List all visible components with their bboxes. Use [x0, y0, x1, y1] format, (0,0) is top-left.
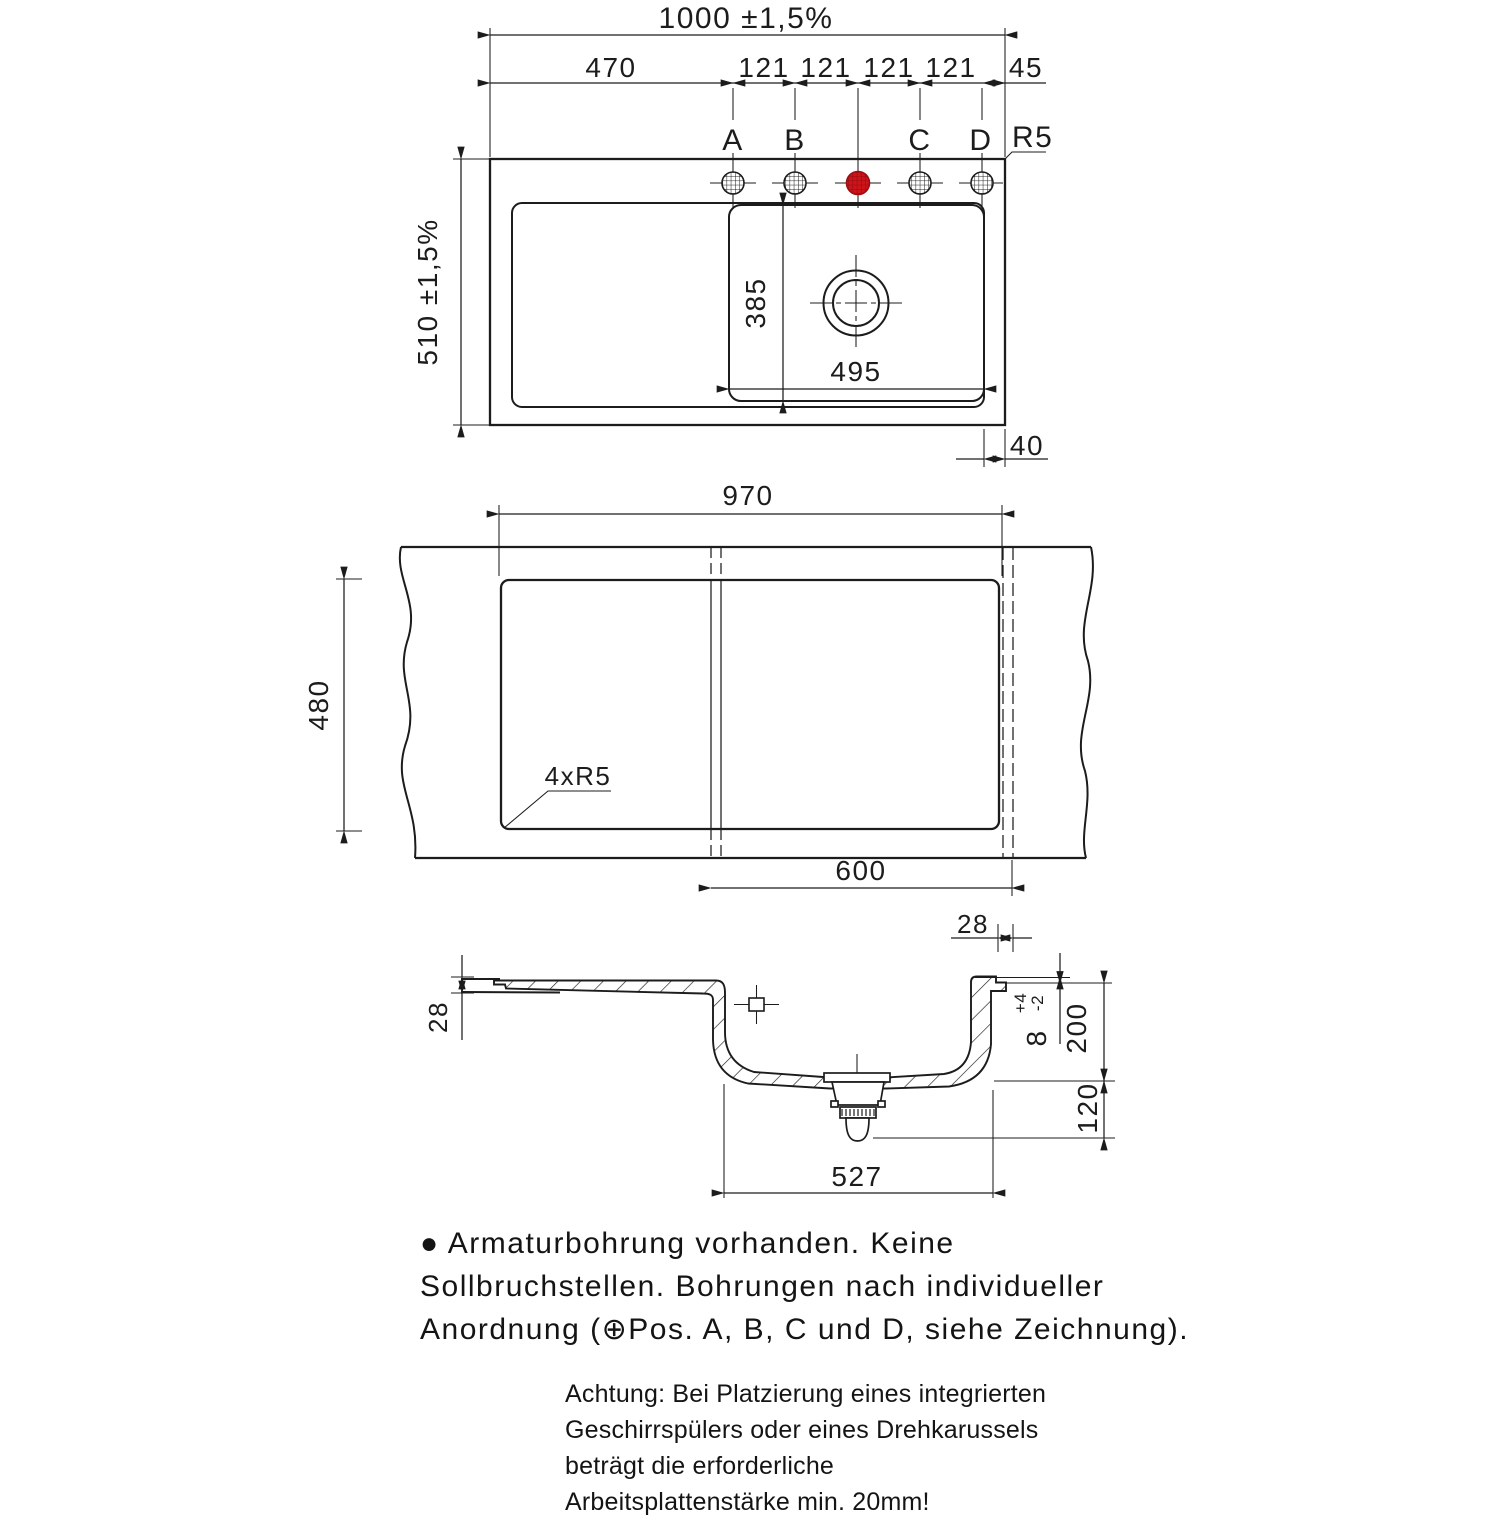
drain-flange	[824, 1073, 890, 1082]
faucet-hole-selected	[835, 160, 881, 208]
dim-text-121: 121	[863, 52, 915, 83]
faucet-hole-b	[772, 160, 818, 208]
dim-text-bowl-outer-width: 527	[831, 1161, 883, 1192]
dim-text-cutout-width: 970	[722, 480, 774, 511]
dim-text-overall-depth: 510 ±1,5%	[412, 218, 443, 366]
dim-text-drainer-depth: 28	[423, 1001, 453, 1033]
drain-assembly	[824, 1054, 890, 1141]
note-line: Anordnung (⊕Pos. A, B, C und D, siehe Zeichnung).	[420, 1313, 1190, 1346]
note-line: Sollbruchstellen. Bohrungen nach individueller	[420, 1270, 1105, 1303]
warning-line: beträgt die erforderliche	[565, 1452, 835, 1480]
faucet-hole-d	[959, 160, 1003, 208]
cutout-outline	[501, 580, 999, 829]
hole-label-b: B	[784, 124, 806, 157]
hole-label-c: C	[908, 124, 932, 157]
section-bottom-surface-stub	[461, 992, 560, 993]
note-line: ● Armaturbohrung vorhanden. Keine	[420, 1227, 955, 1260]
faucet-hole-section-symbol	[734, 985, 779, 1024]
dim-text-cutout-depth: 480	[303, 679, 334, 731]
dim-text-rim-tol-minus: -2	[1028, 994, 1047, 1012]
cutout-corner-note: 4xR5	[544, 761, 612, 791]
dim-text-121: 121	[738, 52, 790, 83]
corner-radius-note: R5	[1012, 121, 1054, 154]
dim-text-overall-width: 1000 ±1,5%	[658, 2, 834, 35]
dim-text-drain-clearance: 120	[1072, 1082, 1103, 1134]
dim-text-121: 121	[925, 52, 977, 83]
dim-text-bowl-depth: 385	[740, 277, 771, 329]
leader-line-4xr5	[504, 791, 611, 828]
drain-basket	[832, 1082, 884, 1105]
hole-label-d: D	[969, 124, 993, 157]
break-line-right	[1081, 547, 1093, 858]
dim-text-45: 45	[1008, 52, 1044, 83]
faucet-hole-c	[897, 160, 943, 208]
warning-line: Geschirrspülers oder eines Drehkarussels	[565, 1416, 1039, 1444]
dim-text-rim-tol-plus: +4	[1011, 992, 1030, 1014]
sink-section-profile	[494, 977, 1006, 1089]
top-view	[412, 2, 1053, 467]
drain-tailpiece	[846, 1118, 869, 1141]
dim-text-bowl-width: 495	[830, 356, 882, 387]
dim-text-rim-height: 8	[1021, 1029, 1052, 1047]
break-line-left	[400, 547, 416, 858]
section-view	[423, 953, 1115, 1198]
note-faucet-holes	[420, 1222, 1220, 1351]
dim-text-470: 470	[585, 52, 637, 83]
faucet-holes	[710, 160, 1003, 208]
cabinet-wall-right	[1003, 547, 1013, 858]
hole-label-a: A	[722, 124, 744, 157]
dim-text-121: 121	[800, 52, 852, 83]
dim-text-rear-offset: 40	[1009, 430, 1045, 461]
dim-text-bowl-depth-section: 200	[1061, 1002, 1092, 1054]
dim-text-edge-gap: 28	[957, 909, 989, 939]
dim-text-cabinet-width: 600	[835, 855, 887, 886]
warning-line: Arbeitsplattenstärke min. 20mm!	[565, 1488, 930, 1516]
note-worktop-warning	[565, 1376, 1085, 1520]
cutout-view	[303, 480, 1093, 952]
cabinet-wall-left	[711, 547, 721, 858]
faucet-hole-a	[710, 160, 756, 208]
drain-symbol-top-view	[810, 255, 903, 351]
warning-line: Achtung: Bei Platzierung eines integrierten	[565, 1380, 1047, 1408]
